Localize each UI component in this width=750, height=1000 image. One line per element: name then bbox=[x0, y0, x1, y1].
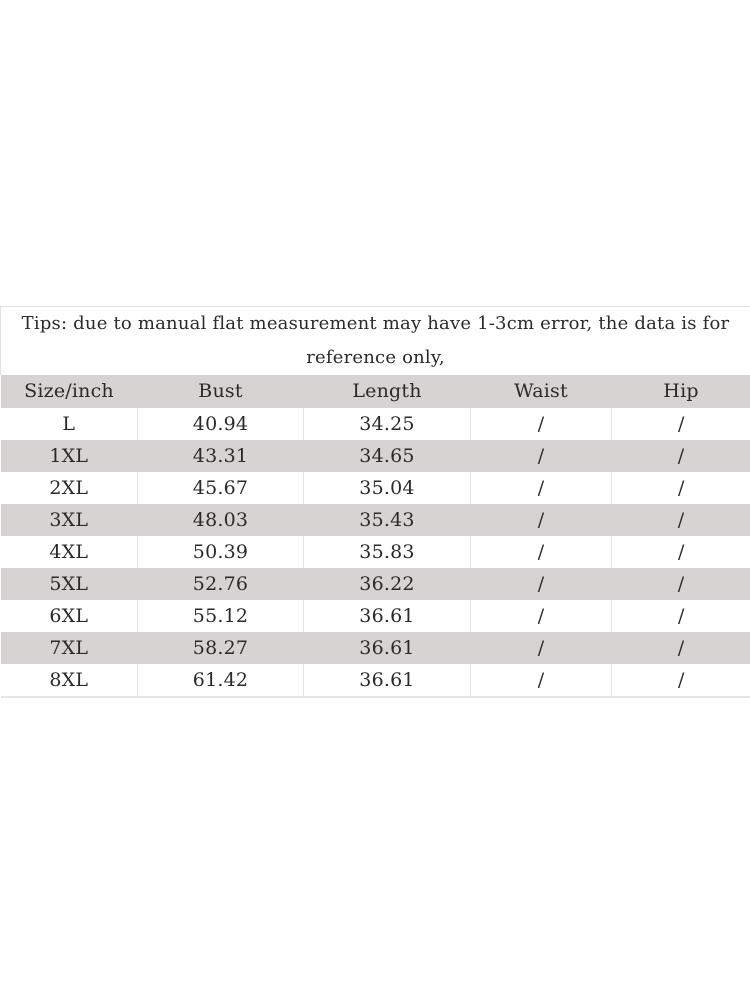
bust-cell: 58.27 bbox=[138, 632, 304, 664]
length-cell: 36.61 bbox=[304, 664, 471, 697]
bust-cell: 43.31 bbox=[138, 440, 304, 472]
hip-cell: / bbox=[612, 632, 750, 664]
bust-cell: 45.67 bbox=[138, 472, 304, 504]
waist-cell: / bbox=[471, 408, 612, 440]
table-row bbox=[1, 536, 750, 568]
bust-cell: 40.94 bbox=[138, 408, 304, 440]
length-cell: 35.43 bbox=[304, 504, 471, 536]
table-row bbox=[1, 408, 750, 440]
waist-cell: / bbox=[471, 568, 612, 600]
table-row bbox=[1, 504, 750, 536]
length-cell: 36.61 bbox=[304, 632, 471, 664]
length-cell: 34.25 bbox=[304, 408, 471, 440]
column-header-waist: Waist bbox=[471, 375, 612, 408]
column-header-bust: Bust bbox=[138, 375, 304, 408]
table-row bbox=[1, 664, 750, 697]
hip-cell: / bbox=[612, 664, 750, 697]
hip-cell: / bbox=[612, 440, 750, 472]
column-header-hip: Hip bbox=[612, 375, 750, 408]
hip-cell: / bbox=[677, 412, 685, 435]
size-cell: 7XL bbox=[1, 632, 138, 664]
waist-cell: / bbox=[471, 632, 612, 664]
hip-cell: / bbox=[612, 504, 750, 536]
hip-cell: / bbox=[677, 604, 685, 627]
bust-cell: 52.76 bbox=[138, 568, 304, 600]
size-cell: 4XL bbox=[1, 536, 138, 568]
size-cell: 3XL bbox=[1, 504, 138, 536]
waist-cell: / bbox=[471, 472, 612, 504]
hip-cell: / bbox=[612, 568, 750, 600]
bust-cell: 48.03 bbox=[138, 504, 304, 536]
table-row bbox=[1, 600, 750, 632]
hip-cell: / bbox=[677, 540, 685, 563]
tips-text: Tips: due to manual flat measurement may have 1-3cm error, the data is for reference only, bbox=[1, 307, 750, 376]
hip-cell: / bbox=[677, 476, 685, 499]
waist-cell: / bbox=[471, 504, 612, 536]
size-cell: L bbox=[1, 408, 138, 440]
table-row bbox=[1, 472, 750, 504]
tips-row bbox=[1, 307, 750, 376]
bust-cell: 50.39 bbox=[138, 536, 304, 568]
header-row bbox=[1, 375, 750, 408]
length-cell: 35.04 bbox=[304, 472, 471, 504]
size-cell: 2XL bbox=[1, 472, 138, 504]
size-chart-table bbox=[0, 306, 750, 698]
table-row bbox=[1, 632, 750, 664]
length-cell: 34.65 bbox=[304, 440, 471, 472]
length-cell: 35.83 bbox=[304, 536, 471, 568]
waist-cell: / bbox=[471, 664, 612, 697]
size-cell: 5XL bbox=[1, 568, 138, 600]
bust-cell: 55.12 bbox=[138, 600, 304, 632]
waist-cell: / bbox=[471, 536, 612, 568]
column-header-length: Length bbox=[304, 375, 471, 408]
size-cell: 8XL bbox=[1, 664, 138, 697]
table-row bbox=[1, 568, 750, 600]
length-cell: 36.61 bbox=[304, 600, 471, 632]
table-row bbox=[1, 440, 750, 472]
length-cell: 36.22 bbox=[304, 568, 471, 600]
column-header-size: Size/inch bbox=[1, 375, 138, 408]
waist-cell: / bbox=[471, 600, 612, 632]
bust-cell: 61.42 bbox=[138, 664, 304, 697]
size-cell: 1XL bbox=[1, 440, 138, 472]
waist-cell: / bbox=[471, 440, 612, 472]
size-cell: 6XL bbox=[1, 600, 138, 632]
